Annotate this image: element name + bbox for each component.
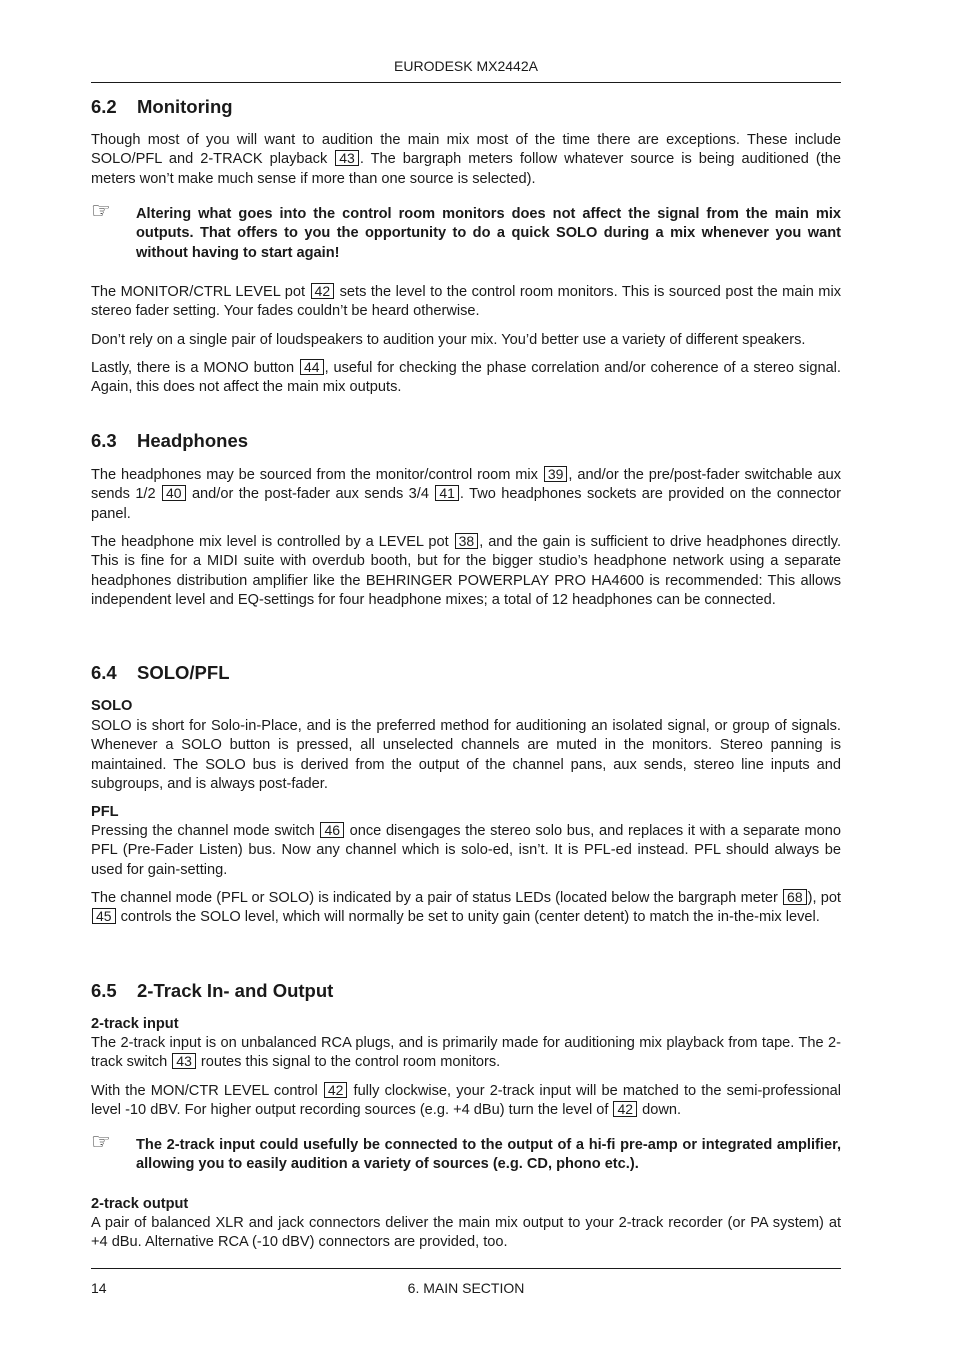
paragraph: A pair of balanced XLR and jack connectors deliver the main mix output to your 2-track recorder (or PA system) at +4 dBu. Alternative RCA (-10 dBV) connectors are provided, too. xyxy=(91,1215,841,1251)
paragraph xyxy=(91,359,841,398)
text-run: . The bargraph meters follow whatever source is being auditioned (the meters won’t make much sense if more than one source is selected). xyxy=(91,151,841,187)
text-run: The 2-track input is on unbalanced RCA plugs, and is primarily made for auditioning mix playback from tape. The 2-track switch xyxy=(91,1035,841,1071)
text-run: , and the gain is sufficient to drive headphones directly. This is fine for a MIDI suite with overdub booth, but for the bigger studio’s headphone network using a separate headphones distribution amplifier like the BEHRINGER POWERPLAY PRO HA4600 is recommended: This allows independent level and EQ-settings for four headphone mixes; a total of 12 headphones can be connected. xyxy=(91,534,841,609)
ref-box: 43 xyxy=(335,150,359,166)
section-title: Headphones xyxy=(137,430,249,451)
text-run: The channel mode (PFL or SOLO) is indicated by a pair of status LEDs (located below the bargraph meter xyxy=(91,890,783,906)
ref-box: 46 xyxy=(320,822,344,838)
section-title: SOLO/PFL xyxy=(137,662,230,683)
ref-box: 42 xyxy=(613,1101,637,1117)
paragraph xyxy=(91,1034,841,1073)
text-run: The headphones may be sourced from the monitor/control room mix xyxy=(91,467,543,483)
footer-rule xyxy=(91,1268,841,1269)
text-run: The MONITOR/CTRL LEVEL pot xyxy=(91,284,310,300)
section-title: Monitoring xyxy=(137,96,233,117)
header-rule xyxy=(91,82,841,83)
ref-box: 38 xyxy=(455,533,479,549)
page-number: 14 xyxy=(91,1280,107,1296)
ref-box: 41 xyxy=(435,485,459,501)
subheading-2-track-input: 2-track input xyxy=(91,1016,179,1032)
section-number: 6.4 xyxy=(91,662,117,683)
text-run: Though most of you will want to audition the main mix most of the time there are exceptions. These include SOLO/PFL and 2-TRACK playback xyxy=(91,132,841,168)
ref-box: 42 xyxy=(311,283,335,299)
text-run: and/or the post-fader aux sends 3/4 xyxy=(186,486,435,503)
section-number: 6.5 xyxy=(91,980,117,1001)
section-heading-solo-pfl xyxy=(91,662,841,684)
ref-box: 68 xyxy=(783,889,807,905)
text-run: The headphone mix level is controlled by a LEVEL pot xyxy=(91,534,454,550)
section-title: 2-Track In- and Output xyxy=(137,980,334,1001)
paragraph xyxy=(91,1082,841,1121)
subheading-2-track-output: 2-track output xyxy=(91,1196,189,1212)
text-run: ), pot xyxy=(807,890,841,906)
note-callout xyxy=(91,199,841,263)
ref-box: 40 xyxy=(162,485,186,501)
ref-box: 45 xyxy=(92,908,116,924)
ref-box: 42 xyxy=(324,1082,348,1098)
text-run: Pressing the channel mode switch xyxy=(91,823,320,839)
subheading-solo: SOLO xyxy=(91,698,133,714)
text-run: Lastly, there is a MONO button xyxy=(91,360,299,376)
paragraph xyxy=(91,889,841,928)
text-run: With the MON/CTR LEVEL control xyxy=(91,1083,323,1099)
text-run: controls the SOLO level, which will normally be set to unity gain (center detent) to match the in-the-mix level. xyxy=(116,909,820,926)
pointing-hand-icon: ☞ xyxy=(91,1130,111,1155)
page-header-title: EURODESK MX2442A xyxy=(394,58,538,74)
note-callout xyxy=(91,1130,841,1175)
text-run: , and/or the pre/post-fader switchable aux sends 1/2 xyxy=(91,467,841,503)
text-run: fully clockwise, your 2-track input will be matched to the semi-professional level -10 dBV. For higher output recording sources (e.g. +4 dBu) turn the level of xyxy=(91,1083,841,1119)
text-run: . Two headphones sockets are provided on the connector panel. xyxy=(91,486,841,522)
footer-section-title: 6. MAIN SECTION xyxy=(407,1280,525,1296)
section-heading-headphones xyxy=(91,430,841,452)
text-run: sets the level to the control room monitors. This is sourced post the main mix stereo fader setting. Your fades couldn’t be heard otherwise. xyxy=(91,284,841,320)
text-run: routes this signal to the control room monitors. xyxy=(196,1054,501,1071)
section-heading-2-track xyxy=(91,980,841,1002)
subheading-pfl: PFL xyxy=(91,804,119,820)
ref-box: 43 xyxy=(172,1053,196,1069)
section-number: 6.2 xyxy=(91,96,117,117)
ref-box: 39 xyxy=(544,466,568,482)
text-run: once disengages the stereo solo bus, and replaces it with a separate mono PFL (Pre-Fader Listen) bus. Now any channel which is solo-ed, isn’t. It is PFL-ed instead. PFL should always be used for gain-setting. xyxy=(91,823,841,878)
ref-box: 44 xyxy=(300,359,324,375)
note-text: Altering what goes into the control room monitors does not affect the signal from the main mix outputs. That offers to you the opportunity to do a quick SOLO during a mix whenever you want without having to start again! xyxy=(136,206,841,261)
paragraph: Don’t rely on a single pair of loudspeakers to audition your mix. You’d better use a variety of different speakers. xyxy=(91,332,806,348)
text-run: , useful for checking the phase correlation and/or coherence of a stereo signal. Again, this does not affect the main mix outputs. xyxy=(91,360,841,396)
section-heading-monitoring xyxy=(91,96,841,118)
paragraph xyxy=(91,533,841,611)
text-run: down. xyxy=(638,1102,682,1119)
section-number: 6.3 xyxy=(91,430,117,451)
paragraph xyxy=(91,283,841,322)
paragraph xyxy=(91,822,841,880)
paragraph xyxy=(91,131,841,189)
paragraph xyxy=(91,466,841,524)
note-text: The 2-track input could usefully be connected to the output of a hi-fi pre-amp or integrated amplifier, allowing you to easily audition a variety of sources (e.g. CD, phono etc.). xyxy=(136,1137,841,1173)
pointing-hand-icon: ☞ xyxy=(91,199,111,224)
paragraph: SOLO is short for Solo-in-Place, and is the preferred method for auditioning an isolated signal, or group of signals. Whenever a SOLO button is pressed, all unselected channels are muted in the monitors. Stereo panning is maintained. The SOLO bus is derived from the output of the channel pans, aux sends, stereo line inputs and subgroups, and is always post-fader. xyxy=(91,718,841,793)
